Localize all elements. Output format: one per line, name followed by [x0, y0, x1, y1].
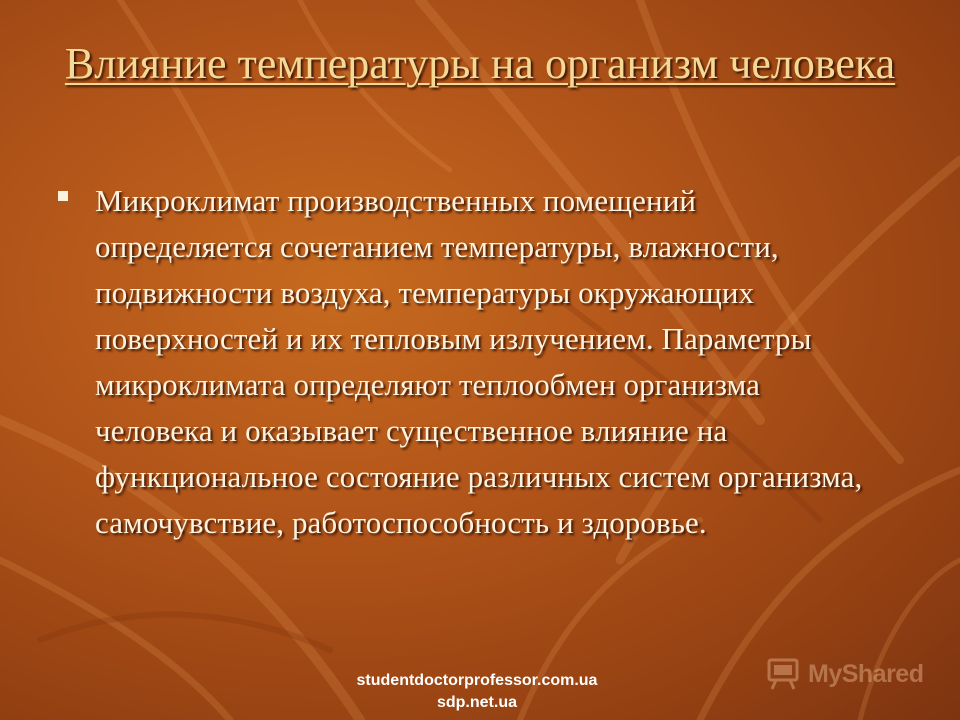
- slide-title: Влияние температуры на организм человека: [64, 39, 896, 88]
- footer-site-primary: studentdoctorprofessor.com.ua: [356, 672, 598, 689]
- footer-site-secondary: sdp.net.ua: [436, 694, 517, 711]
- watermark: [766, 656, 923, 692]
- square-bullet-icon: [58, 191, 68, 201]
- presentation-board-icon: [766, 658, 800, 690]
- watermark-text: MyShared: [808, 659, 924, 688]
- bullet-text: Микроклимат производственных помещений определяется сочетанием температуры, влажности, подвижности воздуха, температуры окружающих поверхностей и их тепловым излучением. Параметры микроклимата определяют теплообмен организма человека и оказывает существенное влияние на функциональное состояние различных систем организма, самочувствие, работоспособность и здоровье.: [95, 183, 863, 540]
- footer-credits: [300, 670, 654, 714]
